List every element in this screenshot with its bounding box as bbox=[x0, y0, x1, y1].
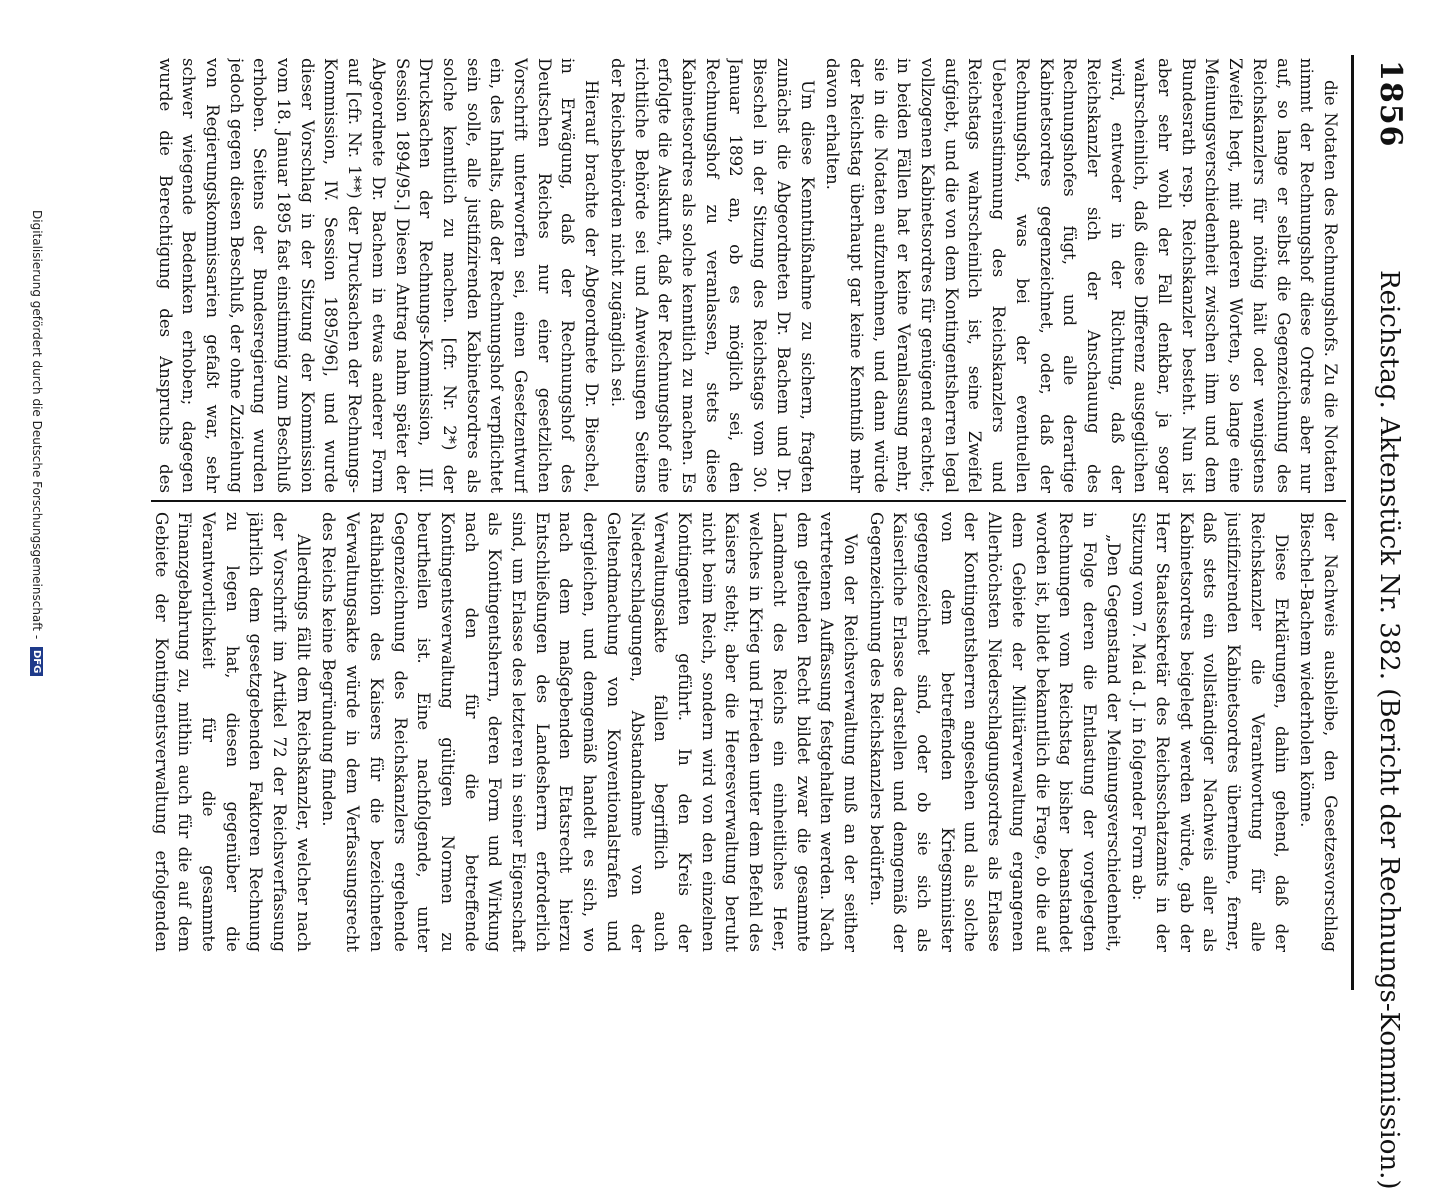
paragraph: Von der Reichsverwaltung muß an der seither vertretenen Auffassung festgehalten werden. Nach dem geltenden Recht bildet zwar die gesammte Landmacht des Reichs ein einheitliches Heer, welches in Krieg und Frieden unter dem Befehl des Kaisers steht; aber die Heeresverwaltung beruht nicht beim Reich, sondern wird von den einzelnen Kontingenten geführt. In den Kreis der Verwaltungsakte fallen begrifflich auch Niederschlagungen, Abstandnahme von der Geltendmachung von Konventionalstrafen und dergleichen, und demgemäß handelt es sich, wo nach dem maßgebenden Etatsrecht hierzu Entschließungen des Landesherrn erforderlich sind, um Erlasse des letzteren in seiner Eigenschaft als Kontingentsherrn, deren Form und Wirkung nach den für die betreffende Kontingentsverwaltung gültigen Normen zu beurtheilen ist. Eine nachfolgende, unter Gegenzeichnung des Reichskanzlers ergehende Ratihabition des Kaisers für die bezeichneten Verwaltungsakte würde in dem Verfassungsrecht des Reichs keine Begründung finden. bbox=[319, 512, 860, 952]
column-divider bbox=[151, 500, 1346, 502]
dfg-logo: DFG bbox=[30, 647, 43, 676]
left-column bbox=[152, 58, 1342, 493]
page-header bbox=[1373, 0, 1434, 1190]
paragraph: Diese Erklärungen, dahin gehend, daß der Reichskanzler die Verantwortung für alle justifizirenden Kabinetsordres übernehme, ferner, daß stets ein vollständiger Nachweis aller als Kabinetsordres beigelegt werden würde, gab der Herr Staatssekretär des Reichsschatzamts in der Sitzung vom 7. Mai d. J. in folgender Form ab: bbox=[1129, 512, 1291, 952]
running-title: Reichstag. Aktenstück Nr. 382. (Bericht der Rechnungs-Kommission.) bbox=[1374, 270, 1404, 1190]
paragraph: Hierauf brachte der Abgeordnete Dr. Bieschel, in Erwägung, daß der Rechnungshof des Deutschen Reiches nur einer gesetzlichen Vorschrift unterworfen sei, einen Gesetzentwurf ein, des Inhalts, daß der Rechnungshof verpflichtet sein solle, alle justifizirenden Kabinetsordres als solche kenntlich zu machen. [cfr. Nr. 2*) der Drucksachen der Rechnungs-Kommission, III. Session 1894/95.] Diesen Antrag nahm später der Abgeordnete Dr. Bachem in etwas anderer Form auf [cfr. Nr. 1**) der Drucksachen der Rechnungs-Kommission, IV. Session 1895/96], und wurde dieser Vorschlag in der Sitzung der Kommission vom 18. Januar 1895 fast einstimmig zum Beschluß erhoben. Seitens der Bundesregierung wurden jedoch gegen diesen Beschluß, der ohne Zuziehung von Regierungskommissarien gefaßt war, sehr schwer wiegende Bedenken erhoben; dagegen wurde die Berechtigung des Anspruchs des bbox=[155, 58, 602, 493]
paragraph: „Den Gegenstand der Meinungsverschiedenheit, in Folge deren die Entlastung der vorgelegten Rechnungen vom Reichstag bisher beanstandet worden ist, bildet bekanntlich die Frage, ob die auf dem Gebiete der Militärverwaltung ergangenen Allerhöchsten Niederschlagungsordres als Erlasse der Kontingentsherren angesehen und als solche von dem betreffenden Kriegsminister gegengezeichnet sind, oder ob sie sich als Kaiserliche Erlasse darstellen und demgemäß der Gegenzeichnung des Reichskanzlers bedürfen. bbox=[866, 512, 1123, 952]
paragraph: Um diese Kenntnißnahme zu sichern, fragten zunächst die Abgeordneten Dr. Bachem und Dr. Bieschel in der Sitzung des Reichstags vom 30. Januar 1892 an, ob es möglich sei, den Rechnungshof zu veranlassen, stets diese Kabinetsordres als solche kenntlich zu machen. Es erfolgte die Auskunft, daß der Rechnungshof eine richtliche Behörde sei und Anweisungen Seitens der Reichsbehörden nicht zugänglich sei. bbox=[607, 58, 817, 493]
right-column bbox=[152, 512, 1342, 952]
page-number: 1856 bbox=[1373, 60, 1408, 148]
paragraph: Allerdings fällt dem Reichskanzler, welcher nach der Vorschrift im Artikel 72 der Reichsverfassung jährlich dem gesetzgebenden Faktoren Rechnung zu legen hat, diesen gegenüber die Verantwortlichkeit für die gesammte Finanzgebahrung zu, mithin auch für die auf dem Gebiete der Kontingentsverwaltung erfolgenden bbox=[152, 512, 313, 952]
paragraph: der Nachweis ausbleibe, den Gesetzesvorschlag Bieschel-Bachem wiederholen könne. bbox=[1297, 512, 1340, 952]
paragraph: die Notaten des Rechnungshofs. Zu die Notaten nimmt der Rechnungshof diese Ordres aber nur auf, so lange er selbst die Gegenzeichnung des Reichskanzlers für nöthig hält oder wenigstens Zweifel hegt, mit anderen Worten, so lange eine Meinungsverschiedenheit zwischen ihm und dem Bundesrath resp. Reichskanzler besteht. Nun ist aber sehr wohl der Fall denkbar, ja sogar wahrscheinlich, daß diese Differenz ausgeglichen wird, entweder in der Richtung, daß der Reichskanzler sich der Anschauung des Rechnungshofes fügt, und alle derartige Kabinetsordres gegenzeichnet, oder, daß der Rechnungshof, was bei der eventuellen Uebereinstimmung des Reichskanzlers und Reichstags wahrscheinlich ist, seine Zweifel aufgiebt, und die von dem Kontingentsherren legal vollzogenen Kabinetsordres für genügend erachtet; in beiden Fällen hat er keine Veranlassung mehr, sie in die Notaten aufzunehmen, und dann würde der Reichstag überhaupt gar keine Kenntniß mehr davon erhalten. bbox=[823, 58, 1340, 493]
header-rule bbox=[1351, 55, 1354, 990]
digitization-note bbox=[30, 210, 44, 676]
digitization-text: Digitalisierung gefördert durch die Deutsche Forschungsgemeinschaft - bbox=[30, 210, 44, 640]
